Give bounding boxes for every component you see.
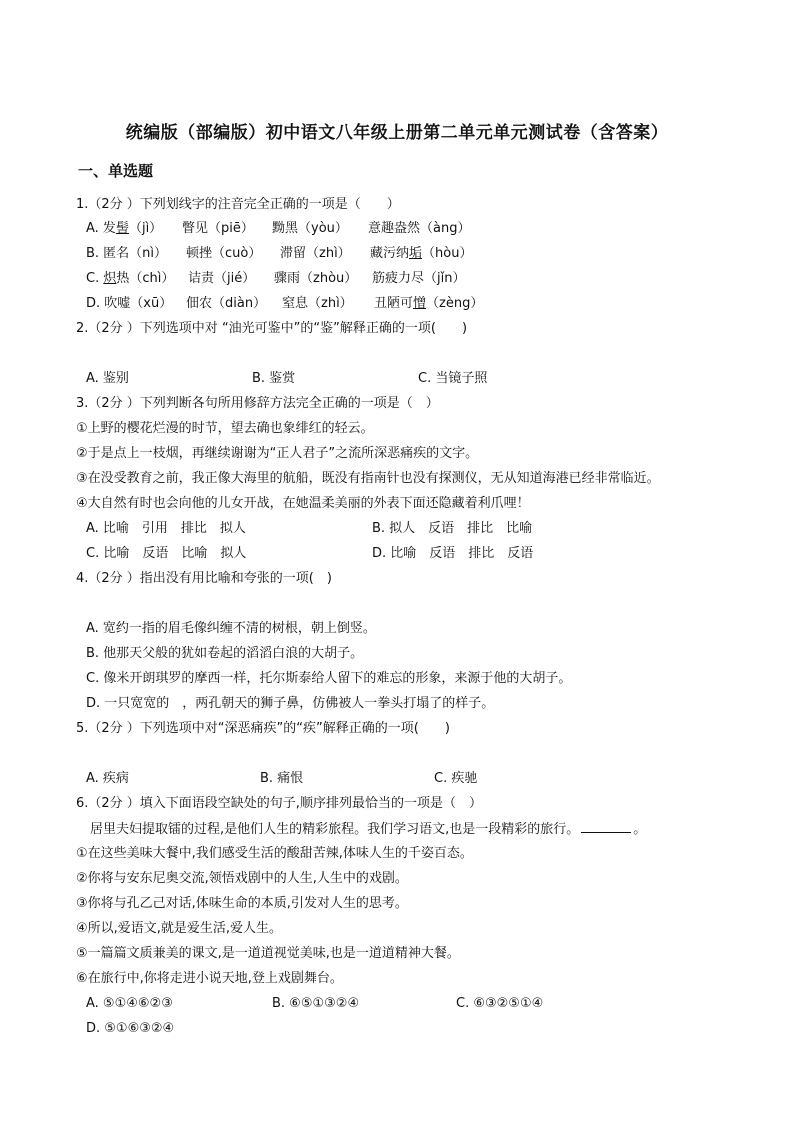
question-3-option-a[interactable]: A. 比喻 引用 排比 拟人 — [86, 521, 246, 536]
question-2-stem: 2.（2分 ）下列选项中对 “油光可鉴中”的“鉴”解释正确的一项( ) — [76, 321, 468, 336]
question-1-option-a[interactable]: A. 发髻（jì） 瞥见（piē） 黝黑（yòu） 意趣盎然（àng） — [86, 221, 471, 236]
question-3-stem: 3.（2分 ）下列判断各句所用修辞方法完全正确的一项是（ ） — [76, 396, 439, 411]
question-6-option-a[interactable]: A. ⑤①④⑥②③ — [86, 996, 173, 1011]
question-3-option-b[interactable]: B. 拟人 反语 排比 比喻 — [372, 521, 533, 536]
question-5-option-b[interactable]: B. 痛恨 — [260, 771, 304, 786]
question-6-option-d[interactable]: D. ⑤①⑥③②④ — [86, 1021, 175, 1036]
underlined-char: 憎 — [413, 296, 427, 311]
question-3-option-d[interactable]: D. 比喻 反语 排比 反语 — [372, 546, 534, 561]
question-1-stem: 1.（2分 ）下列划线字的注音完全正确的一项是（ ） — [76, 197, 400, 212]
question-5-stem: 5.（2分 ）下列选项中对“深恶痛疾”的“疾”解释正确的一项( ) — [76, 721, 450, 736]
question-3-option-c[interactable]: C. 比喻 反语 比喻 拟人 — [86, 546, 247, 561]
question-5-option-a[interactable]: A. 疾病 — [86, 771, 129, 786]
underlined-char: 炽 — [103, 271, 117, 286]
question-4-option-a[interactable]: A. 宽约一指的眉毛像纠缠不清的树根，朝上倒竖。 — [86, 621, 376, 636]
question-1-option-d[interactable]: D. 吹嘘（xū） 佃农（diàn） 窒息（zhì） 丑陋可憎（zèng） — [86, 296, 484, 311]
fill-in-blank — [581, 820, 631, 833]
question-3-sentence-1: ①上野的樱花烂漫的时节，望去确也象绯红的轻云。 — [76, 421, 374, 436]
underlined-char: 垢 — [409, 246, 423, 261]
question-3-sentence-3: ③在没受教育之前，我正像大海里的航船，既没有指南针也没有探测仪，无从知道海港已经非常临近。 — [76, 471, 660, 486]
question-6-sentence-2: ②你将与安东尼奥交流,领悟戏剧中的人生,人生中的戏剧。 — [76, 871, 408, 886]
question-4-option-b[interactable]: B. 他那天父般的犹如卷起的滔滔白浪的大胡子。 — [86, 646, 364, 661]
question-6-option-b[interactable]: B. ⑥⑤①③②④ — [272, 996, 360, 1011]
section-heading: 一、单选题 — [78, 162, 154, 180]
question-6-sentence-3: ③你将与孔乙己对话,体味生命的本质,引发对人生的思考。 — [76, 896, 408, 911]
question-4-stem: 4.（2分 ）指出没有用比喻和夸张的一项( ) — [76, 571, 332, 586]
page-title: 统编版（部编版）初中语文八年级上册第二单元单元测试卷（含答案） — [125, 123, 669, 143]
question-6-stem: 6.（2分 ）填入下面语段空缺处的句子,顺序排列最恰当的一项是（ ） — [76, 796, 482, 811]
question-2-option-b[interactable]: B. 鉴赏 — [252, 371, 296, 386]
question-6-sentence-6: ⑥在旅行中,你将走进小说天地,登上戏剧舞台。 — [76, 971, 343, 986]
question-4-option-d[interactable]: D. 一只宽宽的 ，两孔朝天的狮子鼻，仿佛被人一拳头打塌了的样子。 — [86, 696, 495, 711]
question-6-sentence-4: ④所以,爱语文,就是爱生活,爱人生。 — [76, 921, 283, 936]
question-2-option-c[interactable]: C. 当镜子照 — [418, 371, 488, 386]
question-3-sentence-2: ②于是点上一枝烟，再继续谢谢为“正人君子”之流所深恶痛疾的文字。 — [76, 446, 479, 461]
question-5-option-c[interactable]: C. 疾驰 — [434, 771, 478, 786]
question-6-option-c[interactable]: C. ⑥③②⑤①④ — [456, 996, 544, 1011]
question-6-sentence-5: ⑤一篇篇文质兼美的课文,是一道道视觉美味,也是一道道精神大餐。 — [76, 946, 460, 961]
underlined-char: 髻 — [115, 221, 129, 236]
question-2-option-a[interactable]: A. 鉴别 — [86, 371, 129, 386]
question-6-sentence-1: ①在这些美味大餐中,我们感受生活的酸甜苦辣,体味人生的千姿百态。 — [76, 846, 473, 861]
question-3-sentence-4: ④大自然有时也会向他的儿女开战，在她温柔美丽的外表下面还隐藏着利爪哩！ — [76, 496, 530, 511]
question-1-option-c[interactable]: C. 炽热（chì） 诘责（jié） 骤雨（zhòu） 筋疲力尽（jǐn） — [86, 271, 466, 286]
question-4-option-c[interactable]: C. 像米开朗琪罗的摩西一样，托尔斯泰给人留下的难忘的形象，来源于他的大胡子。 — [86, 671, 572, 686]
question-1-option-b[interactable]: B. 匿名（nì） 顿挫（cuò） 滞留（zhì） 藏污纳垢（hòu） — [86, 246, 473, 261]
question-6-passage: 居里夫妇提取镭的过程,是他们人生的精彩旅程。我们学习语文,也是一段精彩的旅行。 。 — [90, 822, 647, 837]
